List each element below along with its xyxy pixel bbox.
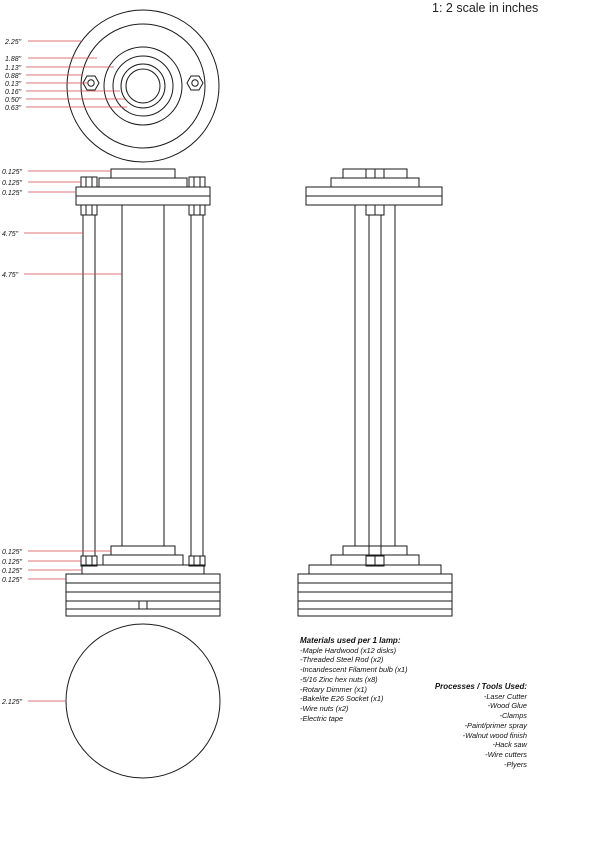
threaded-rod-right — [191, 215, 203, 556]
dim-label-base: 0.125" — [2, 577, 23, 584]
dim-label-base-diameter: 2.125" — [2, 699, 23, 706]
dim-label-bulb-length: 4.75" — [2, 272, 19, 279]
material-item: -Rotary Dimmer (x1) — [300, 684, 367, 694]
front-view — [66, 169, 220, 616]
dim-label-ring: 0.16" — [5, 89, 22, 96]
top-nut-left-upper — [81, 177, 97, 187]
dim-label-top-main: 0.125" — [2, 190, 23, 197]
tool-item: -Wire cutters — [485, 749, 527, 759]
tool-item: -Clamps — [499, 711, 527, 721]
top-nut-right-lower — [189, 205, 205, 215]
material-item: -Threaded Steel Rod (x2) — [300, 655, 384, 665]
base-stack — [66, 574, 220, 616]
dim-label-fourth-diameter: 0.88" — [5, 73, 22, 80]
material-item: -Electric tape — [300, 713, 344, 723]
side-view — [298, 169, 452, 616]
front-view-dim-labels — [2, 169, 23, 584]
tools-list — [435, 682, 527, 769]
top-inner-ring — [121, 64, 165, 108]
bottom-mid-disk — [82, 565, 204, 574]
base-disk — [66, 624, 220, 778]
dim-label-bottom-collar: 0.125" — [2, 549, 23, 556]
side-bulb-tube — [355, 205, 395, 546]
dim-label-inner-ring: 0.63" — [5, 105, 22, 112]
top-second-disk-side — [99, 178, 187, 187]
materials-list — [300, 636, 408, 723]
socket-collar — [111, 546, 175, 555]
front-view-leaders — [24, 171, 122, 579]
material-item: -Bakelite E26 Socket (x1) — [300, 694, 384, 704]
side-threaded-rod — [369, 215, 381, 556]
material-item: -Maple Hardwood (x12 disks) — [300, 645, 397, 655]
material-item: -Wire nuts (x2) — [300, 703, 349, 713]
tool-item: -Paint/primer spray — [464, 720, 527, 730]
bottom-small-disk — [103, 555, 183, 565]
dim-label-inner-hole: 0.50" — [5, 97, 22, 104]
side-collar — [343, 546, 407, 555]
top-nut-left-lower — [81, 205, 97, 215]
tool-item: -Wood Glue — [487, 701, 527, 711]
top-nut-right-upper — [189, 177, 205, 187]
threaded-rod-left — [83, 215, 95, 556]
hex-nut-left-hole — [88, 80, 94, 86]
top-inner-hole — [126, 69, 160, 103]
hex-nut-right — [187, 76, 203, 90]
top-view-dim-labels — [4, 39, 22, 112]
material-item: -5/16 Zinc hex nuts (x8) — [300, 674, 378, 684]
hex-nut-right-hole — [192, 80, 198, 86]
dim-label-third-diameter: 1.13" — [5, 65, 22, 72]
tool-item: -Hack saw — [492, 740, 527, 750]
scale-title: 1: 2 scale in inches — [432, 1, 539, 15]
dim-label-second-diameter: 1.88" — [5, 56, 22, 63]
dim-label-bottom-small: 0.125" — [2, 559, 23, 566]
tool-item: -Walnut wood finish — [462, 730, 527, 740]
side-top-second — [331, 178, 419, 187]
materials-heading: Materials used per 1 lamp: — [300, 636, 401, 645]
top-view-leaders — [26, 41, 127, 107]
base-view — [66, 624, 220, 778]
side-base-stack — [298, 574, 452, 616]
top-second-disk — [81, 24, 205, 148]
tool-item: -Plyers — [504, 759, 527, 769]
dim-label-top-cap: 0.125" — [2, 169, 23, 176]
material-item: -Incandescent Filament bulb (x1) — [300, 665, 408, 675]
top-cap-disk — [111, 169, 175, 178]
dim-label-rod-length: 4.75" — [2, 231, 19, 238]
dim-label-nut-hole: 0.13" — [5, 81, 22, 88]
tools-heading: Processes / Tools Used: — [434, 682, 527, 691]
dim-label-outer-diameter: 2.25" — [5, 39, 22, 46]
tool-item: -Laser Cutter — [483, 691, 527, 701]
dim-label-top-second: 0.125" — [2, 180, 23, 187]
bulb-tube — [122, 205, 164, 546]
top-view — [67, 10, 219, 162]
dim-label-bottom-mid: 0.125" — [2, 568, 23, 575]
top-third-disk — [104, 47, 182, 125]
